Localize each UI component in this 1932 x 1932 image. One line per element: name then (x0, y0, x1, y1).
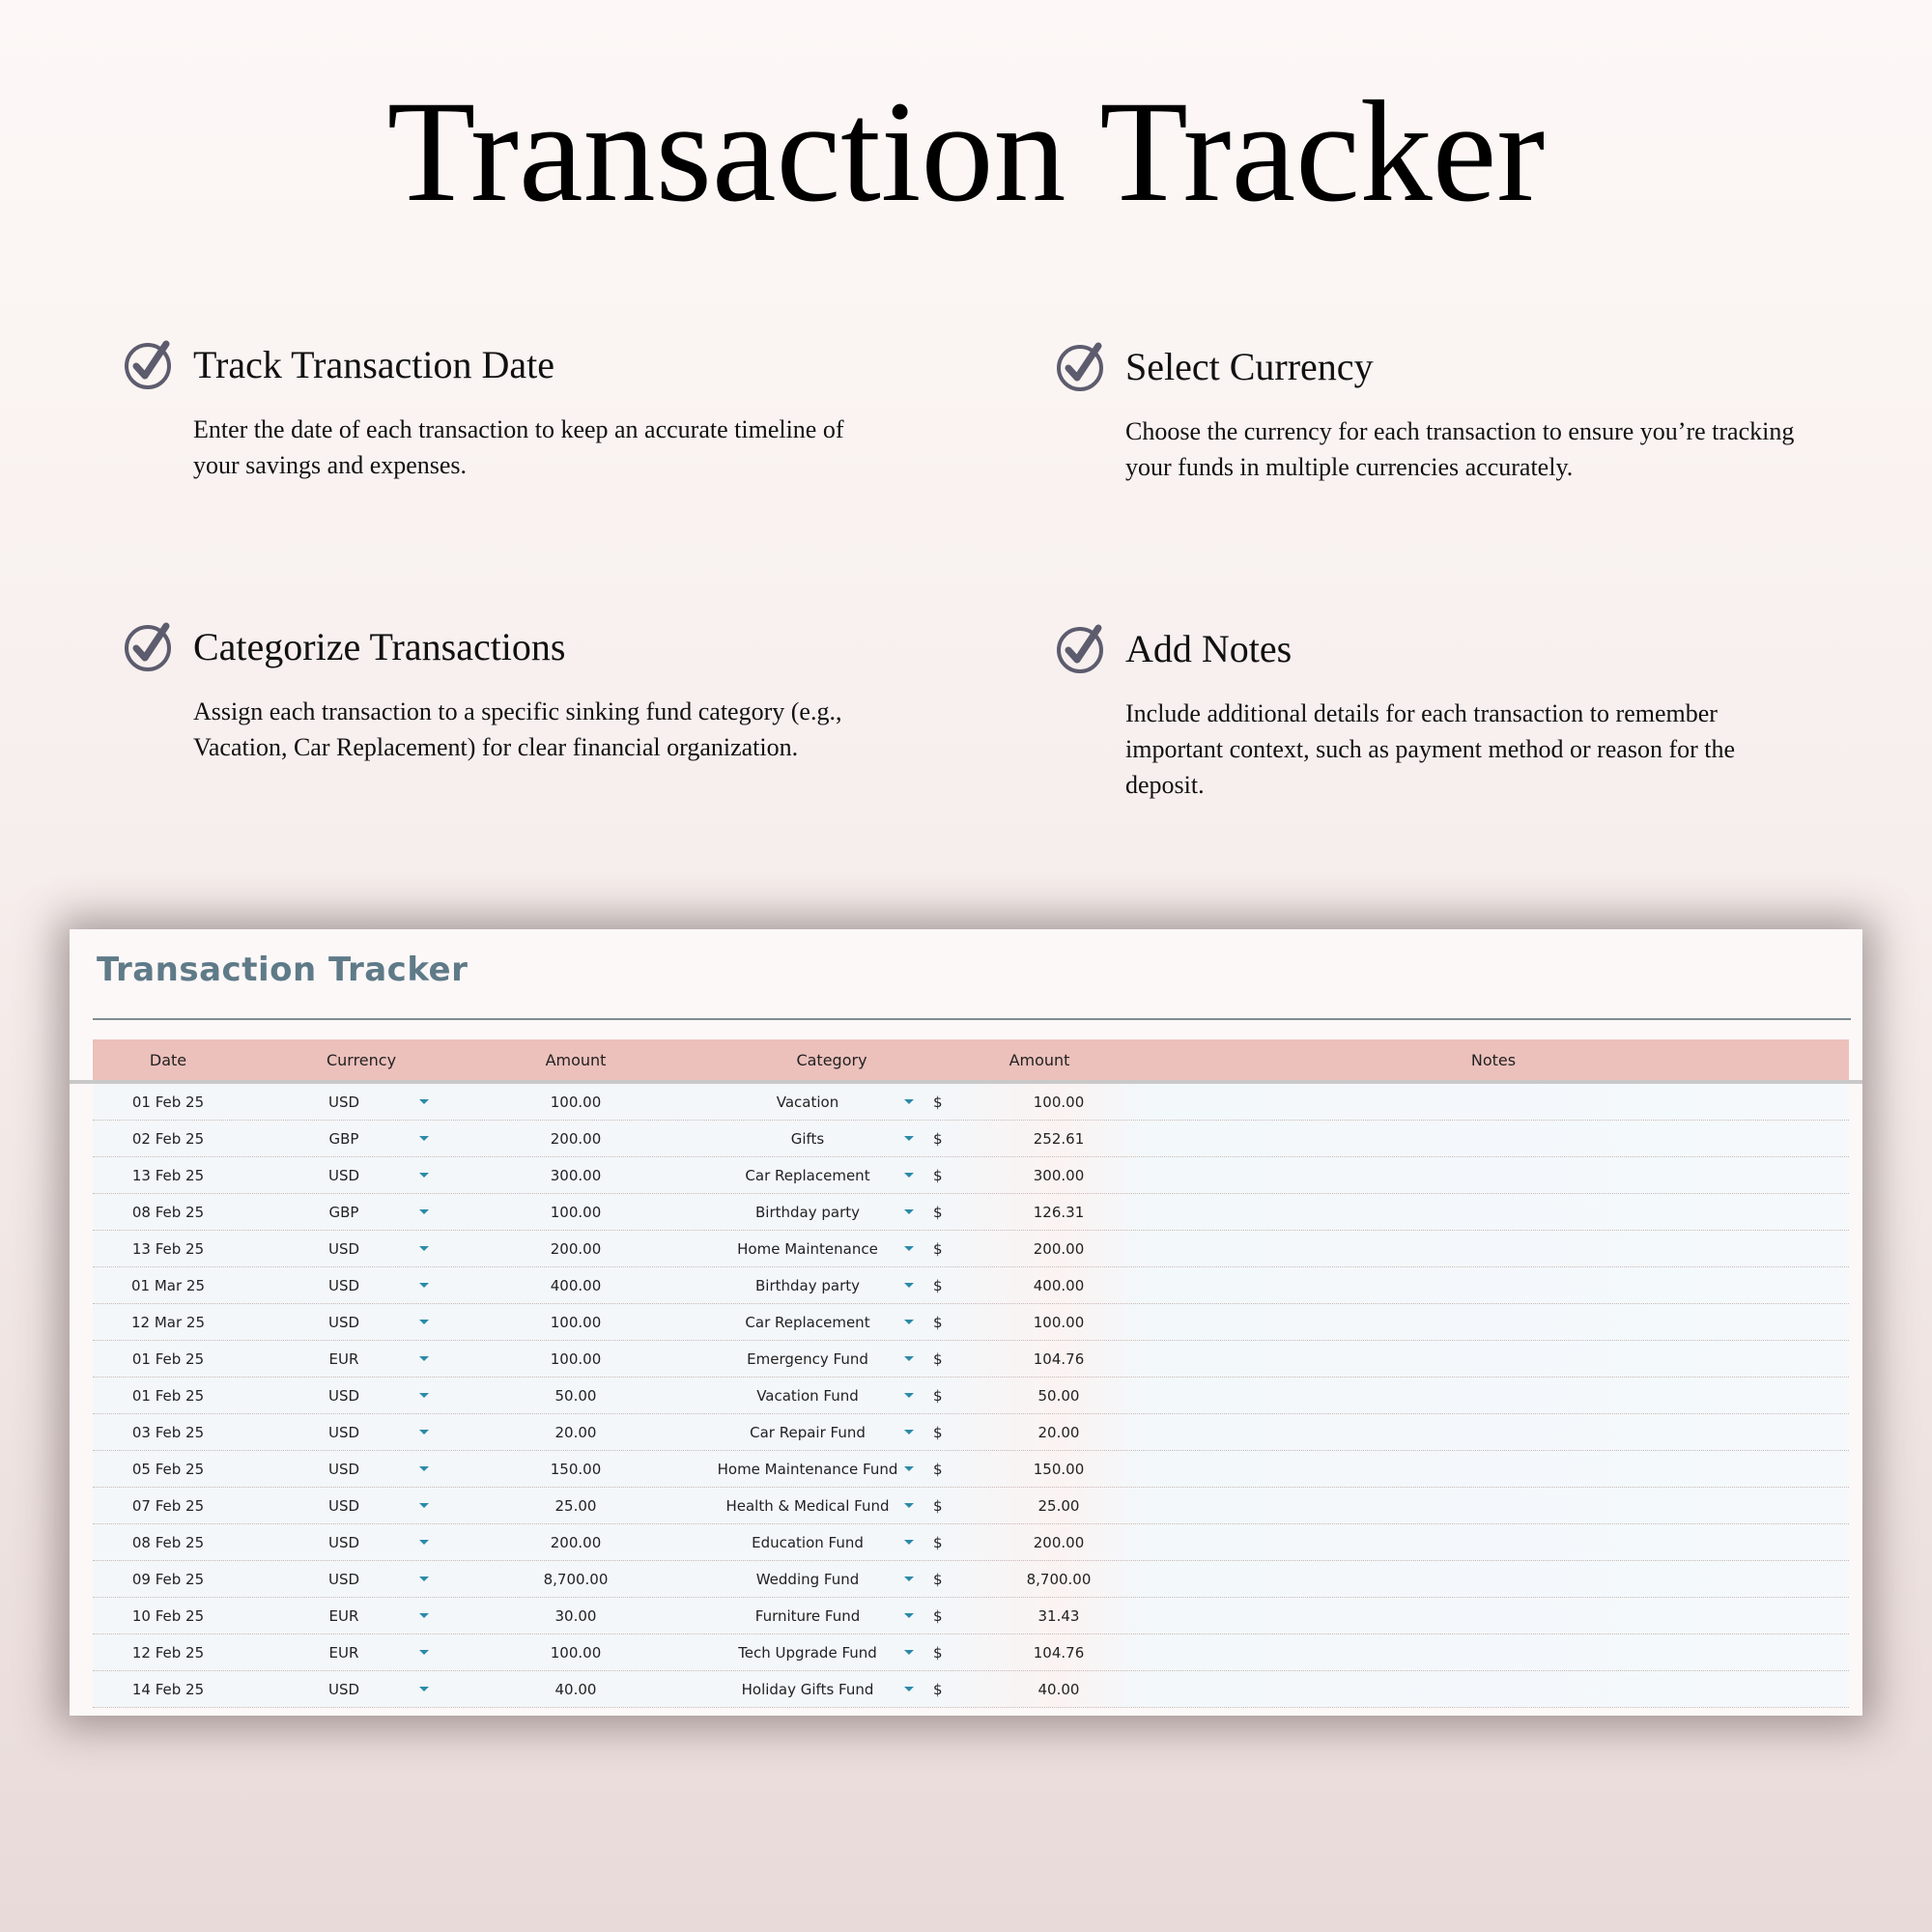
category-dropdown-icon[interactable] (904, 1540, 914, 1545)
cell-amount-usd: 104.76 (1033, 1350, 1085, 1368)
dollar-sign: $ (933, 1461, 943, 1478)
cell-currency[interactable]: EUR (328, 1607, 359, 1625)
category-dropdown-icon[interactable] (904, 1503, 914, 1508)
cell-category[interactable]: Home Maintenance Fund (717, 1461, 898, 1478)
cell-date[interactable]: 01 Feb 25 (131, 1350, 205, 1368)
category-dropdown-icon[interactable] (904, 1099, 914, 1104)
table-row[interactable] (93, 1598, 1849, 1634)
feature-select-currency (1056, 345, 1795, 485)
currency-dropdown-icon[interactable] (419, 1136, 429, 1141)
spreadsheet-screenshot (70, 929, 1862, 1716)
table-row[interactable] (93, 1634, 1849, 1671)
cell-amount-usd: 300.00 (1033, 1167, 1085, 1184)
currency-dropdown-icon[interactable] (419, 1613, 429, 1618)
cell-amount-usd: 150.00 (1033, 1461, 1085, 1478)
currency-dropdown-icon[interactable] (419, 1356, 429, 1361)
currency-dropdown-icon[interactable] (419, 1320, 429, 1324)
cell-amount[interactable]: 200.00 (550, 1240, 602, 1258)
table-row[interactable] (93, 1378, 1849, 1414)
category-dropdown-icon[interactable] (904, 1320, 914, 1324)
dollar-sign: $ (933, 1534, 943, 1551)
cell-amount[interactable]: 25.00 (554, 1497, 597, 1515)
currency-dropdown-icon[interactable] (419, 1466, 429, 1471)
cell-currency[interactable]: USD (327, 1571, 360, 1588)
cell-date[interactable]: 12 Mar 25 (130, 1314, 205, 1331)
cell-category[interactable]: Vacation Fund (756, 1387, 859, 1405)
category-dropdown-icon[interactable] (904, 1283, 914, 1288)
cell-amount[interactable]: 200.00 (550, 1130, 602, 1148)
cell-date[interactable]: 07 Feb 25 (131, 1497, 205, 1515)
dollar-sign: $ (933, 1644, 943, 1662)
table-row[interactable] (93, 1671, 1849, 1708)
cell-category[interactable]: Gifts (790, 1130, 825, 1148)
cell-currency[interactable]: USD (327, 1387, 360, 1405)
table-row[interactable] (93, 1561, 1849, 1598)
category-dropdown-icon[interactable] (904, 1246, 914, 1251)
cell-date[interactable]: 08 Feb 25 (131, 1534, 205, 1551)
cell-amount[interactable]: 100.00 (550, 1094, 602, 1111)
table-row[interactable] (93, 1488, 1849, 1524)
cell-amount-usd: 200.00 (1033, 1534, 1085, 1551)
feature-title: Categorize Transactions (193, 625, 566, 668)
cell-amount-usd: 50.00 (1037, 1387, 1080, 1405)
cell-category[interactable]: Education Fund (752, 1534, 864, 1551)
category-dropdown-icon[interactable] (904, 1356, 914, 1361)
dollar-sign: $ (933, 1607, 943, 1625)
cell-amount-usd: 8,700.00 (1026, 1571, 1092, 1588)
cell-amount[interactable]: 100.00 (550, 1314, 602, 1331)
header-amount-usd: Amount (1009, 1050, 1070, 1069)
header-currency: Currency (326, 1050, 397, 1069)
cell-amount[interactable]: 100.00 (550, 1644, 602, 1662)
cell-amount-usd: 104.76 (1033, 1644, 1085, 1662)
table-row[interactable] (93, 1157, 1849, 1194)
feature-add-notes (1056, 628, 1790, 803)
category-dropdown-icon[interactable] (904, 1613, 914, 1618)
cell-date[interactable]: 01 Mar 25 (130, 1277, 205, 1294)
currency-dropdown-icon[interactable] (419, 1577, 429, 1581)
cell-currency[interactable]: GBP (328, 1130, 359, 1148)
cell-category[interactable]: Furniture Fund (754, 1607, 861, 1625)
cell-date[interactable]: 13 Feb 25 (131, 1240, 205, 1258)
dollar-sign: $ (933, 1350, 943, 1368)
cell-amount-usd: 40.00 (1037, 1681, 1080, 1698)
checkmark-icon (124, 620, 176, 672)
cell-category[interactable]: Home Maintenance (737, 1240, 878, 1258)
cell-date[interactable]: 14 Feb 25 (131, 1681, 205, 1698)
cell-amount-usd: 100.00 (1033, 1314, 1085, 1331)
cell-amount-usd: 31.43 (1037, 1607, 1080, 1625)
currency-dropdown-icon[interactable] (419, 1209, 429, 1214)
category-dropdown-icon[interactable] (904, 1687, 914, 1691)
table-row[interactable] (93, 1084, 1849, 1121)
category-dropdown-icon[interactable] (904, 1650, 914, 1655)
feature-title: Add Notes (1125, 627, 1293, 670)
category-dropdown-icon[interactable] (904, 1466, 914, 1471)
currency-dropdown-icon[interactable] (419, 1503, 429, 1508)
cell-amount[interactable]: 30.00 (554, 1607, 597, 1625)
title-divider (93, 1018, 1851, 1020)
cell-category[interactable]: Vacation (776, 1094, 839, 1111)
currency-dropdown-icon[interactable] (419, 1540, 429, 1545)
table-row[interactable] (93, 1304, 1849, 1341)
cell-currency[interactable]: USD (327, 1277, 360, 1294)
cell-amount[interactable]: 50.00 (554, 1387, 597, 1405)
cell-amount-usd: 25.00 (1037, 1497, 1080, 1515)
currency-dropdown-icon[interactable] (419, 1246, 429, 1251)
page-title: Transaction Tracker (386, 71, 1546, 232)
dollar-sign: $ (933, 1277, 943, 1294)
cell-category[interactable]: Birthday party (754, 1277, 860, 1294)
currency-dropdown-icon[interactable] (419, 1283, 429, 1288)
cell-date[interactable]: 10 Feb 25 (131, 1607, 205, 1625)
cell-currency[interactable]: USD (327, 1424, 360, 1441)
cell-amount-usd: 400.00 (1033, 1277, 1085, 1294)
cell-currency[interactable]: USD (327, 1094, 360, 1111)
cell-amount[interactable]: 100.00 (550, 1204, 602, 1221)
cell-amount-usd: 200.00 (1033, 1240, 1085, 1258)
table-row[interactable] (93, 1341, 1849, 1378)
category-dropdown-icon[interactable] (904, 1577, 914, 1581)
table-row[interactable] (93, 1451, 1849, 1488)
currency-dropdown-icon[interactable] (419, 1650, 429, 1655)
cell-currency[interactable]: USD (327, 1681, 360, 1698)
table-row[interactable] (93, 1524, 1849, 1561)
currency-dropdown-icon[interactable] (419, 1173, 429, 1178)
cell-currency[interactable]: GBP (328, 1204, 359, 1221)
table-header (93, 1039, 1849, 1080)
cell-amount[interactable]: 200.00 (550, 1534, 602, 1551)
dollar-sign: $ (933, 1681, 943, 1698)
checkmark-icon (1056, 340, 1108, 392)
cell-currency[interactable]: USD (327, 1497, 360, 1515)
dollar-sign: $ (933, 1204, 943, 1221)
feature-description: Assign each transaction to a specific sinking fund category (e.g., Vacation, Car Replacement) for clear financial organization. (193, 697, 842, 761)
cell-date[interactable]: 01 Feb 25 (131, 1094, 205, 1111)
header-date: Date (149, 1050, 187, 1069)
cell-category[interactable]: Car Repair Fund (750, 1424, 866, 1441)
cell-category[interactable]: Birthday party (754, 1204, 860, 1221)
category-dropdown-icon[interactable] (904, 1173, 914, 1178)
feature-description: Include additional details for each transaction to remember important context, such as payment method or reason for the deposit. (1125, 699, 1736, 799)
checkmark-icon (1056, 622, 1108, 674)
currency-dropdown-icon[interactable] (419, 1430, 429, 1435)
dollar-sign: $ (933, 1094, 943, 1111)
cell-date[interactable]: 09 Feb 25 (131, 1571, 205, 1588)
cell-amount[interactable]: 40.00 (554, 1681, 597, 1698)
header-notes: Notes (1470, 1050, 1517, 1069)
header-amount: Amount (545, 1050, 607, 1069)
cell-currency[interactable]: USD (327, 1534, 360, 1551)
cell-amount[interactable]: 400.00 (550, 1277, 602, 1294)
currency-dropdown-icon[interactable] (419, 1687, 429, 1691)
cell-amount[interactable]: 300.00 (550, 1167, 602, 1184)
currency-dropdown-icon[interactable] (419, 1393, 429, 1398)
cell-amount[interactable]: 8,700.00 (543, 1571, 609, 1588)
table-row[interactable] (93, 1231, 1849, 1267)
cell-category[interactable]: Emergency Fund (747, 1350, 868, 1368)
feature-description: Choose the currency for each transaction to ensure you’re tracking your funds in multiple currencies accurately. (1125, 417, 1795, 481)
table-body (93, 1084, 1849, 1708)
cell-amount-usd: 20.00 (1037, 1424, 1080, 1441)
sheet-title: Transaction Tracker (97, 951, 469, 989)
category-dropdown-icon[interactable] (904, 1136, 914, 1141)
cell-currency[interactable]: USD (327, 1461, 360, 1478)
category-dropdown-icon[interactable] (904, 1209, 914, 1214)
cell-category[interactable]: Car Replacement (745, 1314, 870, 1331)
cell-date[interactable]: 05 Feb 25 (131, 1461, 205, 1478)
cell-currency[interactable]: USD (327, 1167, 360, 1184)
feature-title: Select Currency (1125, 345, 1374, 388)
cell-amount[interactable]: 150.00 (550, 1461, 602, 1478)
dollar-sign: $ (933, 1424, 943, 1441)
feature-title: Track Transaction Date (193, 343, 555, 386)
category-dropdown-icon[interactable] (904, 1393, 914, 1398)
cell-date[interactable]: 12 Feb 25 (131, 1644, 205, 1662)
feature-description: Enter the date of each transaction to keep an accurate timeline of your savings and expenses. (193, 415, 844, 479)
feature-categorize (124, 626, 858, 765)
table-row[interactable] (93, 1194, 1849, 1231)
cell-category[interactable]: Car Replacement (745, 1167, 870, 1184)
dollar-sign: $ (933, 1130, 943, 1148)
cell-amount-usd: 100.00 (1033, 1094, 1085, 1111)
cell-category[interactable]: Wedding Fund (755, 1571, 860, 1588)
cell-currency[interactable]: USD (327, 1314, 360, 1331)
dollar-sign: $ (933, 1240, 943, 1258)
cell-category[interactable]: Tech Upgrade Fund (738, 1644, 877, 1662)
cell-currency[interactable]: USD (327, 1240, 360, 1258)
cell-category[interactable]: Health & Medical Fund (725, 1497, 890, 1515)
category-dropdown-icon[interactable] (904, 1430, 914, 1435)
cell-date[interactable]: 08 Feb 25 (131, 1204, 205, 1221)
dollar-sign: $ (933, 1387, 943, 1405)
cell-category[interactable]: Holiday Gifts Fund (741, 1681, 874, 1698)
table-row[interactable] (93, 1121, 1849, 1157)
checkmark-icon (124, 338, 176, 390)
cell-date[interactable]: 03 Feb 25 (131, 1424, 205, 1441)
cell-amount-usd: 252.61 (1033, 1130, 1085, 1148)
dollar-sign: $ (933, 1571, 943, 1588)
cell-date[interactable]: 13 Feb 25 (131, 1167, 205, 1184)
dollar-sign: $ (933, 1314, 943, 1331)
header-category: Category (796, 1050, 867, 1069)
table-row[interactable] (93, 1414, 1849, 1451)
cell-date[interactable]: 01 Feb 25 (131, 1387, 205, 1405)
feature-track-date (124, 344, 858, 483)
cell-date[interactable]: 02 Feb 25 (131, 1130, 205, 1148)
cell-amount[interactable]: 100.00 (550, 1350, 602, 1368)
cell-currency[interactable]: EUR (328, 1644, 359, 1662)
cell-currency[interactable]: EUR (328, 1350, 359, 1368)
cell-amount-usd: 126.31 (1033, 1204, 1085, 1221)
dollar-sign: $ (933, 1497, 943, 1515)
dollar-sign: $ (933, 1167, 943, 1184)
cell-amount[interactable]: 20.00 (554, 1424, 597, 1441)
currency-dropdown-icon[interactable] (419, 1099, 429, 1104)
table-row[interactable] (93, 1267, 1849, 1304)
